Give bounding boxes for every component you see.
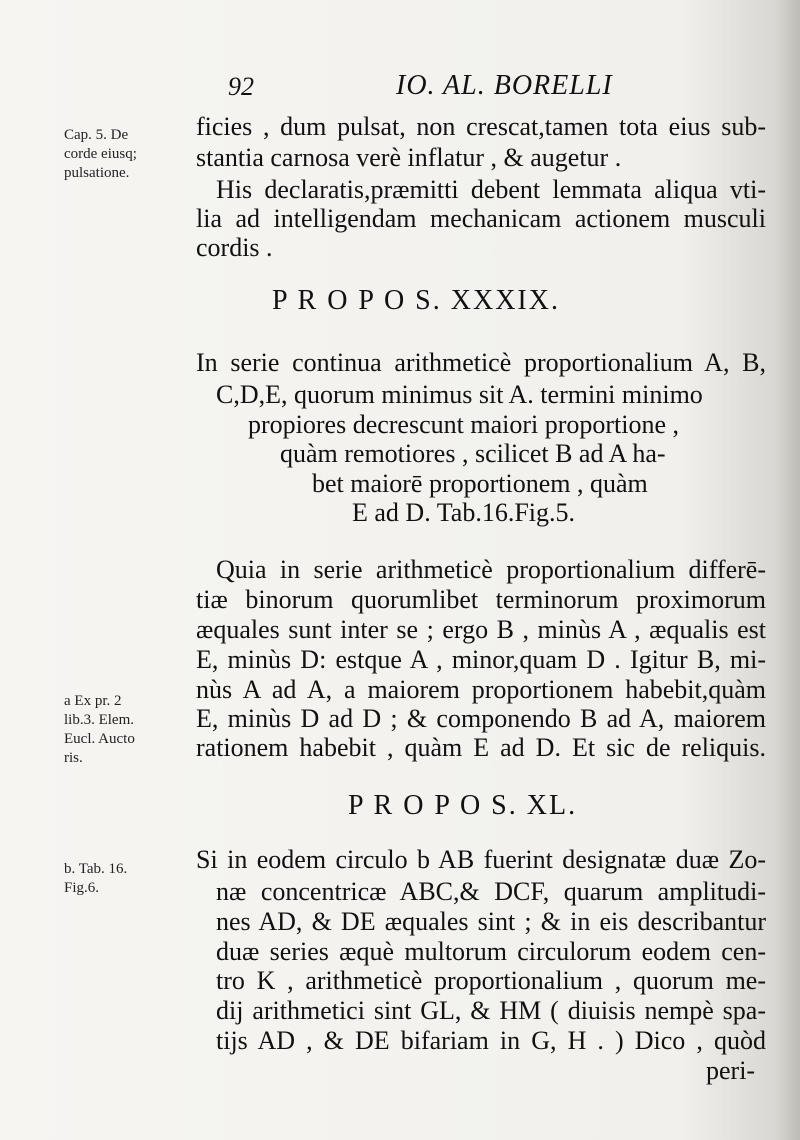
margin-note-footnote-b — [64, 860, 184, 898]
margin-note-line: Eucl. Aucto — [64, 731, 135, 747]
text-line: E, minùs D: estque A , minor,quam D . Igitur B, mi- — [196, 645, 766, 674]
page-header — [0, 66, 800, 106]
margin-note-footnote-a — [64, 692, 184, 768]
text-line: ficies , dum pulsat, non crescat,tamen tota eius sub- — [196, 112, 766, 141]
text-line: In serie continua arithmeticè proportionalium A, B, — [196, 348, 766, 377]
text-line: propiores decrescunt maiori proportione , — [248, 410, 680, 439]
text-line: Si in eodem circulo b AB fuerint designatæ duæ Zo- — [196, 845, 766, 874]
text-line: lia ad intelligendam mechanicam actionem musculi — [196, 204, 766, 233]
text-line: C,D,E, quorum minimus sit A. termini minimo — [216, 380, 703, 409]
text-line: duæ series æquè multorum circulorum eodem cen- — [216, 937, 766, 966]
margin-note-line: pulsatione. — [64, 165, 130, 181]
text-line: E ad D. Tab.16.Fig.5. — [352, 498, 576, 527]
text-line: æquales sunt inter se ; ergo B , minùs A , æqualis est — [196, 615, 766, 644]
margin-note-cap5 — [64, 126, 184, 183]
text-line: Quia in serie arithmeticè proportionalium differē- — [216, 555, 766, 584]
text-line: cordis . — [196, 233, 273, 262]
text-line: bet maiorē proportionem , quàm — [312, 469, 648, 498]
text-line: dij arithmetici sint GL, & HM ( diuisis nempè spa- — [216, 996, 766, 1025]
text-line: næ concentricæ ABC,& DCF, quarum amplitudi- — [216, 877, 766, 906]
text-line: tro K , arithmeticè proportionalium , quorum me- — [216, 966, 766, 995]
text-line: nùs A ad A, a maiorem proportionem habebit,quàm — [196, 675, 766, 704]
margin-note-line: ris. — [64, 750, 83, 766]
text-line: tijs AD , & DE bifariam in G, H . ) Dico , quòd — [216, 1026, 766, 1055]
text-line: E, minùs D ad D ; & componendo B ad A, maiorem — [196, 704, 766, 733]
text-line: rationem habebit , quàm E ad D. Et sic de reliquis. — [196, 733, 766, 762]
text-line: His declaratis,præmitti debent lemmata aliqua vti- — [216, 175, 766, 204]
text-line: tiæ binorum quorumlibet terminorum proximorum — [196, 585, 766, 614]
text-line: stantia carnosa verè inflatur , & augetur . — [196, 143, 622, 172]
page-number: 92 — [228, 72, 254, 101]
proposition-heading-39: P R O P O S. XXXIX. — [272, 285, 560, 316]
margin-note-line: a Ex pr. 2 — [64, 693, 122, 709]
text-line: nes AD, & DE æquales sint ; & in eis describantur — [216, 907, 766, 936]
margin-note-line: b. Tab. 16. — [64, 861, 128, 877]
proposition-heading-40: P R O P O S. XL. — [348, 790, 578, 821]
catchword: peri- — [706, 1056, 756, 1085]
margin-note-line: Cap. 5. De — [64, 127, 129, 143]
margin-note-line: Fig.6. — [64, 880, 100, 896]
text-line: quàm remotiores , scilicet B ad A ha- — [280, 439, 666, 468]
running-head: IO. AL. BORELLI — [396, 70, 613, 101]
margin-note-line: lib.3. Elem. — [64, 712, 134, 728]
margin-note-line: corde eiusq; — [64, 146, 137, 162]
